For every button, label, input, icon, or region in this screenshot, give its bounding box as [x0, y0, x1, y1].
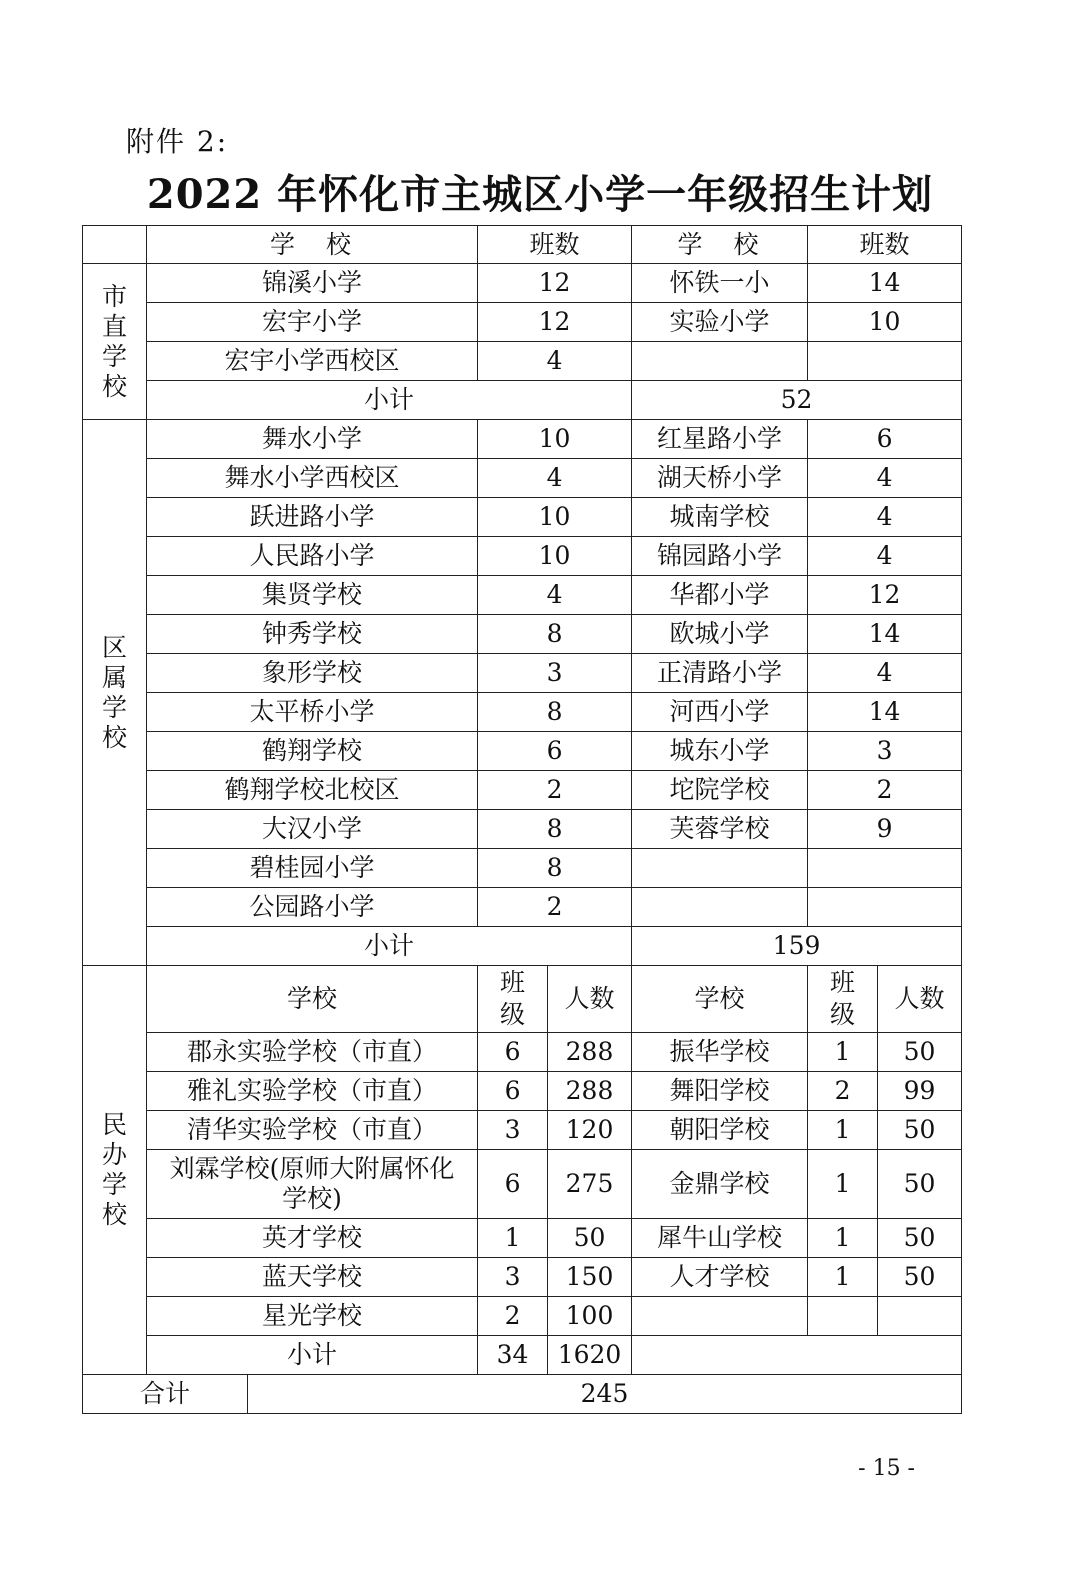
subtotal-people: 1620: [548, 1336, 632, 1375]
school-name: 朝阳学校: [632, 1111, 808, 1150]
header-people: 人数: [548, 966, 632, 1033]
class-count: 4: [808, 498, 962, 537]
table-row: [83, 693, 962, 732]
class-count: 3: [478, 1258, 548, 1297]
table-row: [83, 1111, 962, 1150]
table-row: [83, 1258, 962, 1297]
subtotal-row: [83, 927, 962, 966]
header-grade: [478, 966, 548, 1033]
class-count: 9: [808, 810, 962, 849]
school-name: 振华学校: [632, 1033, 808, 1072]
class-count: 2: [478, 1297, 548, 1336]
header-grade-top: 班: [500, 967, 526, 997]
class-count: 4: [478, 459, 632, 498]
total-value: 245: [248, 1375, 962, 1414]
table-row: [83, 888, 962, 927]
attachment-label: 附件 2:: [126, 125, 229, 158]
class-count: 1: [808, 1033, 878, 1072]
school-name: 芙蓉学校: [632, 810, 808, 849]
school-name: 碧桂园小学: [147, 849, 478, 888]
class-count: 3: [478, 654, 632, 693]
school-name: 人才学校: [632, 1258, 808, 1297]
subtotal-value: 52: [632, 381, 962, 420]
class-count: 4: [478, 576, 632, 615]
people-count: 275: [548, 1150, 632, 1219]
category-char: 市: [101, 281, 127, 311]
people-count: 50: [878, 1258, 962, 1297]
school-name: 城东小学: [632, 732, 808, 771]
school-name: 犀牛山学校: [632, 1219, 808, 1258]
class-count: 6: [478, 1072, 548, 1111]
school-name: [147, 1150, 478, 1219]
school-name: [632, 849, 808, 888]
table-row: [83, 654, 962, 693]
school-name: 人民路小学: [147, 537, 478, 576]
school-name: [632, 888, 808, 927]
school-name: 公园路小学: [147, 888, 478, 927]
class-count: 1: [808, 1258, 878, 1297]
header-grade-bottom: 级: [830, 1000, 856, 1029]
class-count: 8: [478, 693, 632, 732]
people-count: 288: [548, 1072, 632, 1111]
table-row: [83, 771, 962, 810]
class-count: 10: [478, 498, 632, 537]
class-count: 14: [808, 693, 962, 732]
table-row: [83, 459, 962, 498]
header-grade-top: 班: [830, 967, 856, 997]
class-count: 10: [808, 303, 962, 342]
school-name: 太平桥小学: [147, 693, 478, 732]
school-name: 华都小学: [632, 576, 808, 615]
subtotal-value: 159: [632, 927, 962, 966]
class-count: 6: [478, 1150, 548, 1219]
subtotal-label: 小计: [147, 927, 632, 966]
school-name: 清华实验学校（市直）: [147, 1111, 478, 1150]
subtotal-blank: [632, 1336, 962, 1375]
school-name-line: 刘霖学校(原师大附属怀化: [169, 1154, 455, 1183]
table-row: [83, 576, 962, 615]
category-char: 直: [101, 311, 127, 341]
school-name: [632, 1297, 808, 1336]
people-count: 50: [878, 1219, 962, 1258]
people-count: 100: [548, 1297, 632, 1336]
class-count: 6: [478, 1033, 548, 1072]
school-name: 雅礼实验学校（市直）: [147, 1072, 478, 1111]
table-row: [83, 537, 962, 576]
category-char: 学: [101, 341, 127, 371]
category-char: 校: [101, 722, 127, 752]
school-name: 英才学校: [147, 1219, 478, 1258]
school-name: 宏宇小学: [147, 303, 478, 342]
people-count: 120: [548, 1111, 632, 1150]
school-name: 大汉小学: [147, 810, 478, 849]
header-blank: [83, 226, 147, 264]
people-count: 50: [878, 1033, 962, 1072]
header-people: 人数: [878, 966, 962, 1033]
class-count: 4: [478, 342, 632, 381]
table-row: [83, 1072, 962, 1111]
class-count: 2: [808, 1072, 878, 1111]
table-row: [83, 1219, 962, 1258]
school-name: 城南学校: [632, 498, 808, 537]
school-name: 河西小学: [632, 693, 808, 732]
class-count: 10: [478, 420, 632, 459]
school-name: 红星路小学: [632, 420, 808, 459]
enrollment-table: [82, 225, 962, 1414]
class-count: [808, 1297, 878, 1336]
class-count: 8: [478, 810, 632, 849]
class-count: 4: [808, 654, 962, 693]
subtotal-row: [83, 381, 962, 420]
category-char: 办: [101, 1140, 127, 1169]
subtotal-row: [83, 1336, 962, 1375]
people-count: 288: [548, 1033, 632, 1072]
class-count: 14: [808, 615, 962, 654]
page-title: 2022 年怀化市主城区小学一年级招生计划: [146, 171, 934, 218]
school-name: 坨院学校: [632, 771, 808, 810]
table-row: [83, 1033, 962, 1072]
people-count: 50: [548, 1219, 632, 1258]
category-char: 属: [101, 662, 127, 692]
header-school-left: 学 校: [147, 226, 478, 264]
school-name: 郡永实验学校（市直）: [147, 1033, 478, 1072]
category-char: 学: [101, 1170, 127, 1199]
class-count: 14: [808, 264, 962, 303]
class-count: 12: [478, 264, 632, 303]
school-name: [632, 342, 808, 381]
school-name: 湖天桥小学: [632, 459, 808, 498]
table-row: [83, 420, 962, 459]
class-count: 4: [808, 537, 962, 576]
header-school: 学校: [632, 966, 808, 1033]
class-count: 8: [478, 849, 632, 888]
class-count: 3: [478, 1111, 548, 1150]
school-name: 鹤翔学校: [147, 732, 478, 771]
table-row: [83, 1297, 962, 1336]
class-count: 2: [478, 771, 632, 810]
page-number: - 15 -: [858, 1456, 915, 1481]
total-label: 合计: [83, 1375, 248, 1414]
people-count: [878, 1297, 962, 1336]
school-name: 宏宇小学西校区: [147, 342, 478, 381]
category-char: 民: [101, 1110, 127, 1139]
subtotal-classes: 34: [478, 1336, 548, 1375]
school-name-line: 学校): [282, 1184, 342, 1213]
category-private: [83, 966, 147, 1375]
school-name: 正清路小学: [632, 654, 808, 693]
table-row: [83, 303, 962, 342]
table-row: [83, 849, 962, 888]
school-name: 欧城小学: [632, 615, 808, 654]
school-name: 锦溪小学: [147, 264, 478, 303]
school-name: 象形学校: [147, 654, 478, 693]
people-count: 50: [878, 1111, 962, 1150]
private-header-row: [83, 966, 962, 1033]
total-row: [83, 1375, 962, 1414]
header-classes-left: 班数: [478, 226, 632, 264]
class-count: 1: [808, 1111, 878, 1150]
header-grade: [808, 966, 878, 1033]
class-count: 12: [478, 303, 632, 342]
school-name: 蓝天学校: [147, 1258, 478, 1297]
category-char: 校: [101, 371, 127, 401]
school-name: 钟秀学校: [147, 615, 478, 654]
category-char: 学: [101, 692, 127, 722]
school-name: 鹤翔学校北校区: [147, 771, 478, 810]
class-count: 1: [808, 1150, 878, 1219]
class-count: 8: [478, 615, 632, 654]
header-grade-bottom: 级: [500, 1000, 526, 1029]
class-count: 4: [808, 459, 962, 498]
school-name: 舞水小学西校区: [147, 459, 478, 498]
header-classes-right: 班数: [808, 226, 962, 264]
people-count: 150: [548, 1258, 632, 1297]
class-count: 1: [478, 1219, 548, 1258]
school-name: 集贤学校: [147, 576, 478, 615]
table-row: [83, 342, 962, 381]
school-name: 锦园路小学: [632, 537, 808, 576]
class-count: [808, 342, 962, 381]
class-count: 6: [478, 732, 632, 771]
class-count: 3: [808, 732, 962, 771]
class-count: [808, 888, 962, 927]
school-name: 跃进路小学: [147, 498, 478, 537]
class-count: 1: [808, 1219, 878, 1258]
table-row: [83, 732, 962, 771]
table-row: [83, 498, 962, 537]
table-row: [83, 615, 962, 654]
school-name: 金鼎学校: [632, 1150, 808, 1219]
subtotal-label: 小计: [147, 381, 632, 420]
people-count: 50: [878, 1150, 962, 1219]
category-char: 区: [101, 632, 127, 662]
school-name: 星光学校: [147, 1297, 478, 1336]
header-row: [83, 226, 962, 264]
header-school: 学校: [147, 966, 478, 1033]
table-row: [83, 1150, 962, 1219]
category-city: [83, 264, 147, 420]
class-count: 10: [478, 537, 632, 576]
category-district: [83, 420, 147, 966]
category-char: 校: [101, 1200, 127, 1229]
subtotal-label: 小计: [147, 1336, 478, 1375]
school-name: 怀铁一小: [632, 264, 808, 303]
people-count: 99: [878, 1072, 962, 1111]
class-count: [808, 849, 962, 888]
school-name: 舞阳学校: [632, 1072, 808, 1111]
class-count: 12: [808, 576, 962, 615]
table-row: [83, 264, 962, 303]
header-school-right: 学 校: [632, 226, 808, 264]
school-name: 舞水小学: [147, 420, 478, 459]
class-count: 6: [808, 420, 962, 459]
class-count: 2: [478, 888, 632, 927]
school-name: 实验小学: [632, 303, 808, 342]
class-count: 2: [808, 771, 962, 810]
table-row: [83, 810, 962, 849]
